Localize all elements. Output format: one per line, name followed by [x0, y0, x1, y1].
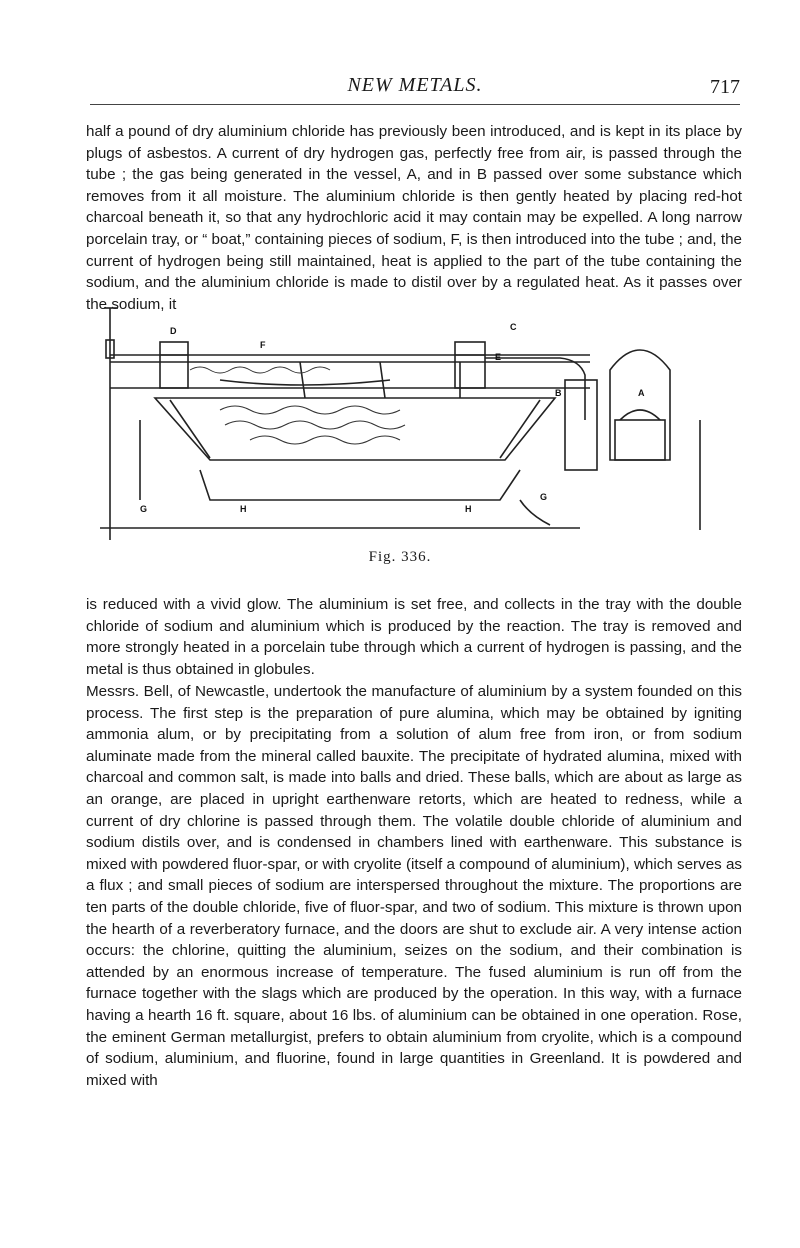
paragraph-2: is reduced with a vivid glow. The aluminium is set free, and collects in the tray with the double chloride of sodium and aluminium which is produced by the reaction. The tray is removed and more strongly heated in a porcelain tube through which a current of hydrogen is passing, and the metal is thus obtained in globules. — [86, 596, 742, 678]
header-rule — [90, 104, 740, 105]
fig-label-b: B — [555, 388, 562, 398]
page-number: 717 — [710, 76, 740, 98]
figure-caption: Fig. 336. — [368, 549, 432, 565]
paragraph-3: Messrs. Bell, of Newcastle, undertook the manufacture of aluminium by a system founded on this process. The first step is the preparation of pure alumina, which may be obtained by igniting ammonia alum, or by precipitating from a solution of alum free from iron, or from sodium aluminate made from the mineral called bauxite. The precipitate of hydrated alumina, mixed with charcoal and common salt, is made into balls and dried. These balls, which are about as large as an orange, are placed in upright earthenware retorts, which are heated to redness, while a current of dry chlorine is passed through them. The volatile double chloride of aluminium and sodium distils over, and is condensed in chambers lined with earthenware. This substance is mixed with powdered fluor-spar, or with cryolite (itself a compound of aluminium), which serves as a flux ; and small pieces of sodium are interspersed throughout the mixture. The proportions are ten parts of the double chloride, five of fluor-spar, and two of sodium. This mixture is thrown upon the hearth of a reverberatory furnace, and the doors are shut to exclude air. A very intense action occurs: the chlorine, quitting the aluminium, seizes on the sodium, and their combination is attended by an enormous increase of temperature. The fused aluminium is run off from the furnace together with the slags which are produced by the operation. In this way, with a furnace having a hearth 16 ft. square, about 16 lbs. of aluminium can be obtained in one operation. Rose, the eminent German metallurgist, prefers to obtain aluminium from cryolite, which is a compound of sodium, aluminium, and fluorine, found in large quantities in Greenland. It is powdered and mixed with — [86, 683, 742, 1089]
apparatus-illustration — [100, 300, 730, 540]
fig-label-c: G — [140, 504, 148, 514]
apparatus-figure — [100, 300, 730, 540]
fig-label-e: E — [495, 352, 502, 362]
fig-label-d: D — [170, 326, 177, 336]
running-title: NEW METALS. — [347, 74, 483, 96]
fig-label-c2: C — [510, 322, 517, 332]
paragraph-1: half a pound of dry aluminium chloride has previously been introduced, and is kept in its place by plugs of asbestos. A current of dry hydrogen gas, perfectly free from air, is passed through the tube ; the gas being generated in the vessel, A, and in B passed over some substance which removes from it all moisture. The aluminium chloride is then gently heated by placing red-hot charcoal beneath it, so that any hydrochloric acid it may contain may be expelled. A long narrow porcelain tray, or “ boat,” containing pieces of sodium, F, is then introduced into the tube ; and, the current of hydrogen being still maintained, heat is applied to the part of the tube containing the sodium, and the aluminium chloride is made to distil over by a regulated heat. As it passes over the sodium, it — [86, 123, 742, 313]
fig-label-a: A — [638, 388, 645, 398]
fig-label-h1: H — [240, 504, 247, 514]
fig-label-h2: H — [465, 504, 472, 514]
fig-label-g: G — [540, 492, 548, 502]
fig-label-f: F — [260, 340, 266, 350]
page-header — [90, 70, 740, 110]
